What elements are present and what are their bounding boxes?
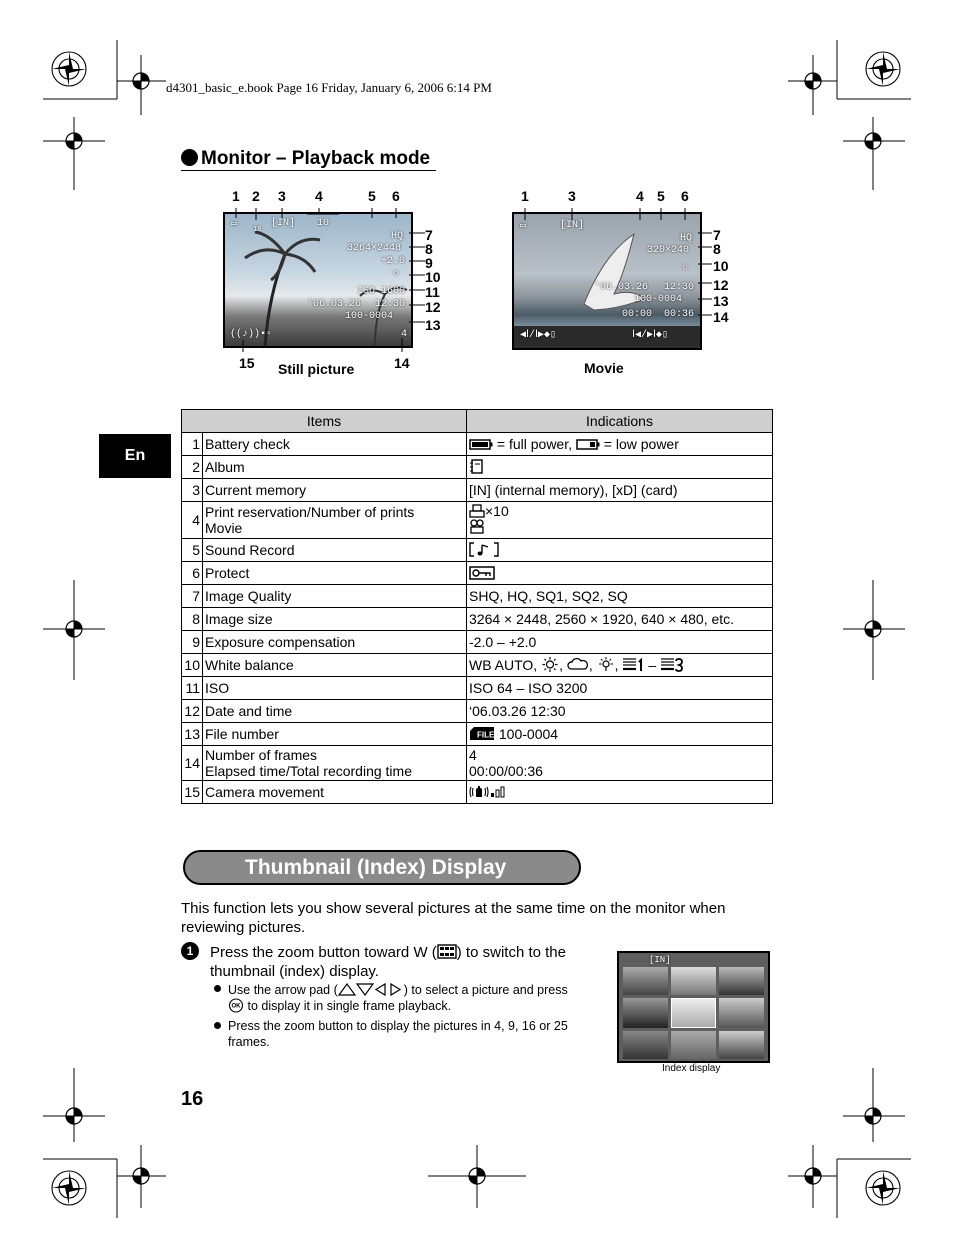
index-memory-label: [IN] [649, 955, 671, 965]
cloudy-icon [567, 657, 589, 672]
still-size-label: 3264×2448 [347, 243, 402, 254]
arrow-pad-icon [338, 982, 404, 997]
movie-file-label: 100-0004 [634, 294, 683, 305]
movie-num-8: 8 [713, 241, 721, 257]
table-row: 9 Exposure compensation -2.0 – +2.0 [182, 631, 773, 654]
thumbnail-title: Thumbnail (Index) Display [245, 856, 507, 879]
movie-elapsed-label: 00:00 [622, 309, 653, 320]
still-picture-screen: ▭ 10 [IN] 10 HQ 3264×2448 +2.0 ☼ ISO 1600 '06.03.26 12:30 100-0004 4 ((♪))▪▫ [223, 212, 413, 348]
movie-num-4: 4 [636, 188, 644, 204]
fluorescent-3-icon [660, 657, 684, 672]
section-title-text: Monitor – Playback mode [201, 148, 431, 169]
still-memory-label: [IN] [271, 218, 296, 229]
movie-quality-label: HQ [680, 233, 693, 244]
table-row: 6 Protect [182, 562, 773, 585]
movie-num-6: 6 [681, 188, 689, 204]
still-num-10: 10 [425, 269, 441, 285]
still-date-label: '06.03.26 [307, 299, 362, 310]
still-time-label: 12:30 [375, 299, 406, 310]
still-iso-label: ISO 1600 [357, 286, 406, 297]
album-icon [469, 459, 483, 474]
table-row: 7 Image Quality SHQ, HQ, SQ1, SQ2, SQ [182, 585, 773, 608]
index-display-screen [617, 951, 770, 1063]
table-row: 13 File number FILE 100-0004 [182, 723, 773, 746]
still-num-8: 8 [425, 241, 433, 257]
sunny-icon [541, 657, 559, 672]
still-caption: Still picture [278, 361, 355, 377]
header-indications: Indications [467, 410, 773, 433]
movie-num-10: 10 [713, 258, 729, 274]
still-num-14: 14 [394, 355, 410, 371]
language-tab: En [99, 434, 171, 478]
thumbnail-grid [623, 967, 764, 1059]
still-num-13: 13 [425, 317, 441, 333]
fluorescent-1-icon [622, 657, 644, 672]
movie-leader-lines [512, 200, 722, 330]
battery-full-icon [469, 439, 493, 450]
bullet-dot-icon [214, 985, 221, 992]
protect-key-icon [469, 566, 495, 580]
movie-camera-icon [469, 519, 485, 534]
bullet-zoom: Press the zoom button to display the pictures in 4, 9, 16 or 25 frames. [228, 1019, 568, 1049]
header-items: Items [182, 410, 467, 433]
page-number: 16 [181, 1088, 204, 1110]
still-quality-label: HQ [391, 231, 404, 242]
still-num-2: 2 [252, 188, 260, 204]
thumbnail-grid-icon [437, 944, 457, 959]
svg-text:OK: OK [231, 1003, 241, 1010]
still-file-label: 100-0004 [345, 311, 394, 322]
still-num-11: 11 [425, 284, 440, 300]
battery-low-icon [576, 439, 600, 450]
movie-time-label: 12:30 [664, 282, 695, 293]
table-row: 11 ISO ISO 64 – ISO 3200 [182, 677, 773, 700]
still-prints-label: 10 [317, 218, 330, 229]
still-num-15: 15 [239, 355, 255, 371]
table-row: 12 Date and time ‘06.03.26 12:30 [182, 700, 773, 723]
table-row: 10 White balance WB AUTO, , , , – [182, 654, 773, 677]
still-num-6: 6 [392, 188, 400, 204]
thumbnail-intro: This function lets you show several pictures at the same time on the monitor when reviewing pictures. [181, 900, 726, 936]
table-row: 8 Image size 3264 × 2448, 2560 × 1920, 640 × 480, etc. [182, 608, 773, 631]
still-num-7: 7 [425, 227, 433, 243]
bullet-arrow-pad: Use the arrow pad ( ) to select a picture and press OK to display it in single frame playback. [228, 983, 568, 1013]
movie-size-label: 320×240 [647, 245, 690, 256]
print-icon [469, 504, 485, 518]
bullet-dot-icon [214, 1022, 221, 1029]
still-num-9: 9 [425, 255, 433, 271]
movie-screen: ▭ [IN] HQ 320×240 ☼ '06.03.26 12:30 100-0004 00:00 00:36 ◀Ⅰ/Ⅰ▶◆▯ Ⅰ◀/▶Ⅰ◆▯ [512, 212, 702, 350]
camera-movement-icon [469, 784, 511, 799]
table-row: 15 Camera movement [182, 781, 773, 804]
table-row: 14 Number of frames Elapsed time/Total recording time 4 00:00/00:36 [182, 746, 773, 781]
movie-num-12: 12 [713, 277, 729, 293]
movie-num-1: 1 [521, 188, 529, 204]
album-number: 10 [253, 226, 262, 234]
thumbnail-section-banner [183, 850, 581, 885]
movie-memory-label: [IN] [560, 220, 585, 231]
still-num-4: 4 [315, 188, 323, 204]
still-exposure-label: +2.0 [381, 256, 406, 267]
movie-num-14: 14 [713, 309, 729, 325]
tungsten-bulb-icon [597, 657, 615, 672]
still-num-1: 1 [232, 188, 240, 204]
table-row: 4 Print reservation/Number of prints Movie ×10 [182, 502, 773, 539]
svg-text:FILE: FILE [477, 730, 495, 740]
step-text: Press the zoom button toward W ( ) to switch to the thumbnail (index) display. [210, 944, 566, 980]
section-title [181, 148, 436, 171]
table-row: 1 Battery check = full power, = low power [182, 433, 773, 456]
bullet-dot-icon [181, 149, 198, 166]
sound-record-icon [469, 542, 499, 557]
step-number-badge: 1 [181, 942, 199, 960]
still-num-12: 12 [425, 299, 441, 315]
movie-num-3: 3 [568, 188, 576, 204]
file-icon [469, 726, 495, 741]
table-row: 5 Sound Record [182, 539, 773, 562]
ok-button-icon [228, 998, 244, 1013]
index-display-caption: Index display [662, 1063, 721, 1074]
movie-caption: Movie [584, 360, 624, 376]
table-row: 2 Album [182, 456, 773, 479]
movie-date-label: '06.03.26 [594, 282, 649, 293]
items-table [181, 409, 773, 804]
still-leader-lines [223, 200, 433, 360]
movie-total-label: 00:36 [664, 309, 695, 320]
print-header: d4301_basic_e.book Page 16 Friday, January 6, 2006 6:14 PM [166, 80, 492, 95]
movie-num-7: 7 [713, 227, 721, 243]
still-num-3: 3 [278, 188, 286, 204]
still-num-5: 5 [368, 188, 376, 204]
table-row: 3 Current memory [IN] (internal memory), [xD] (card) [182, 479, 773, 502]
movie-num-13: 13 [713, 293, 729, 309]
movie-num-5: 5 [657, 188, 665, 204]
still-frames-label: 4 [401, 329, 408, 340]
